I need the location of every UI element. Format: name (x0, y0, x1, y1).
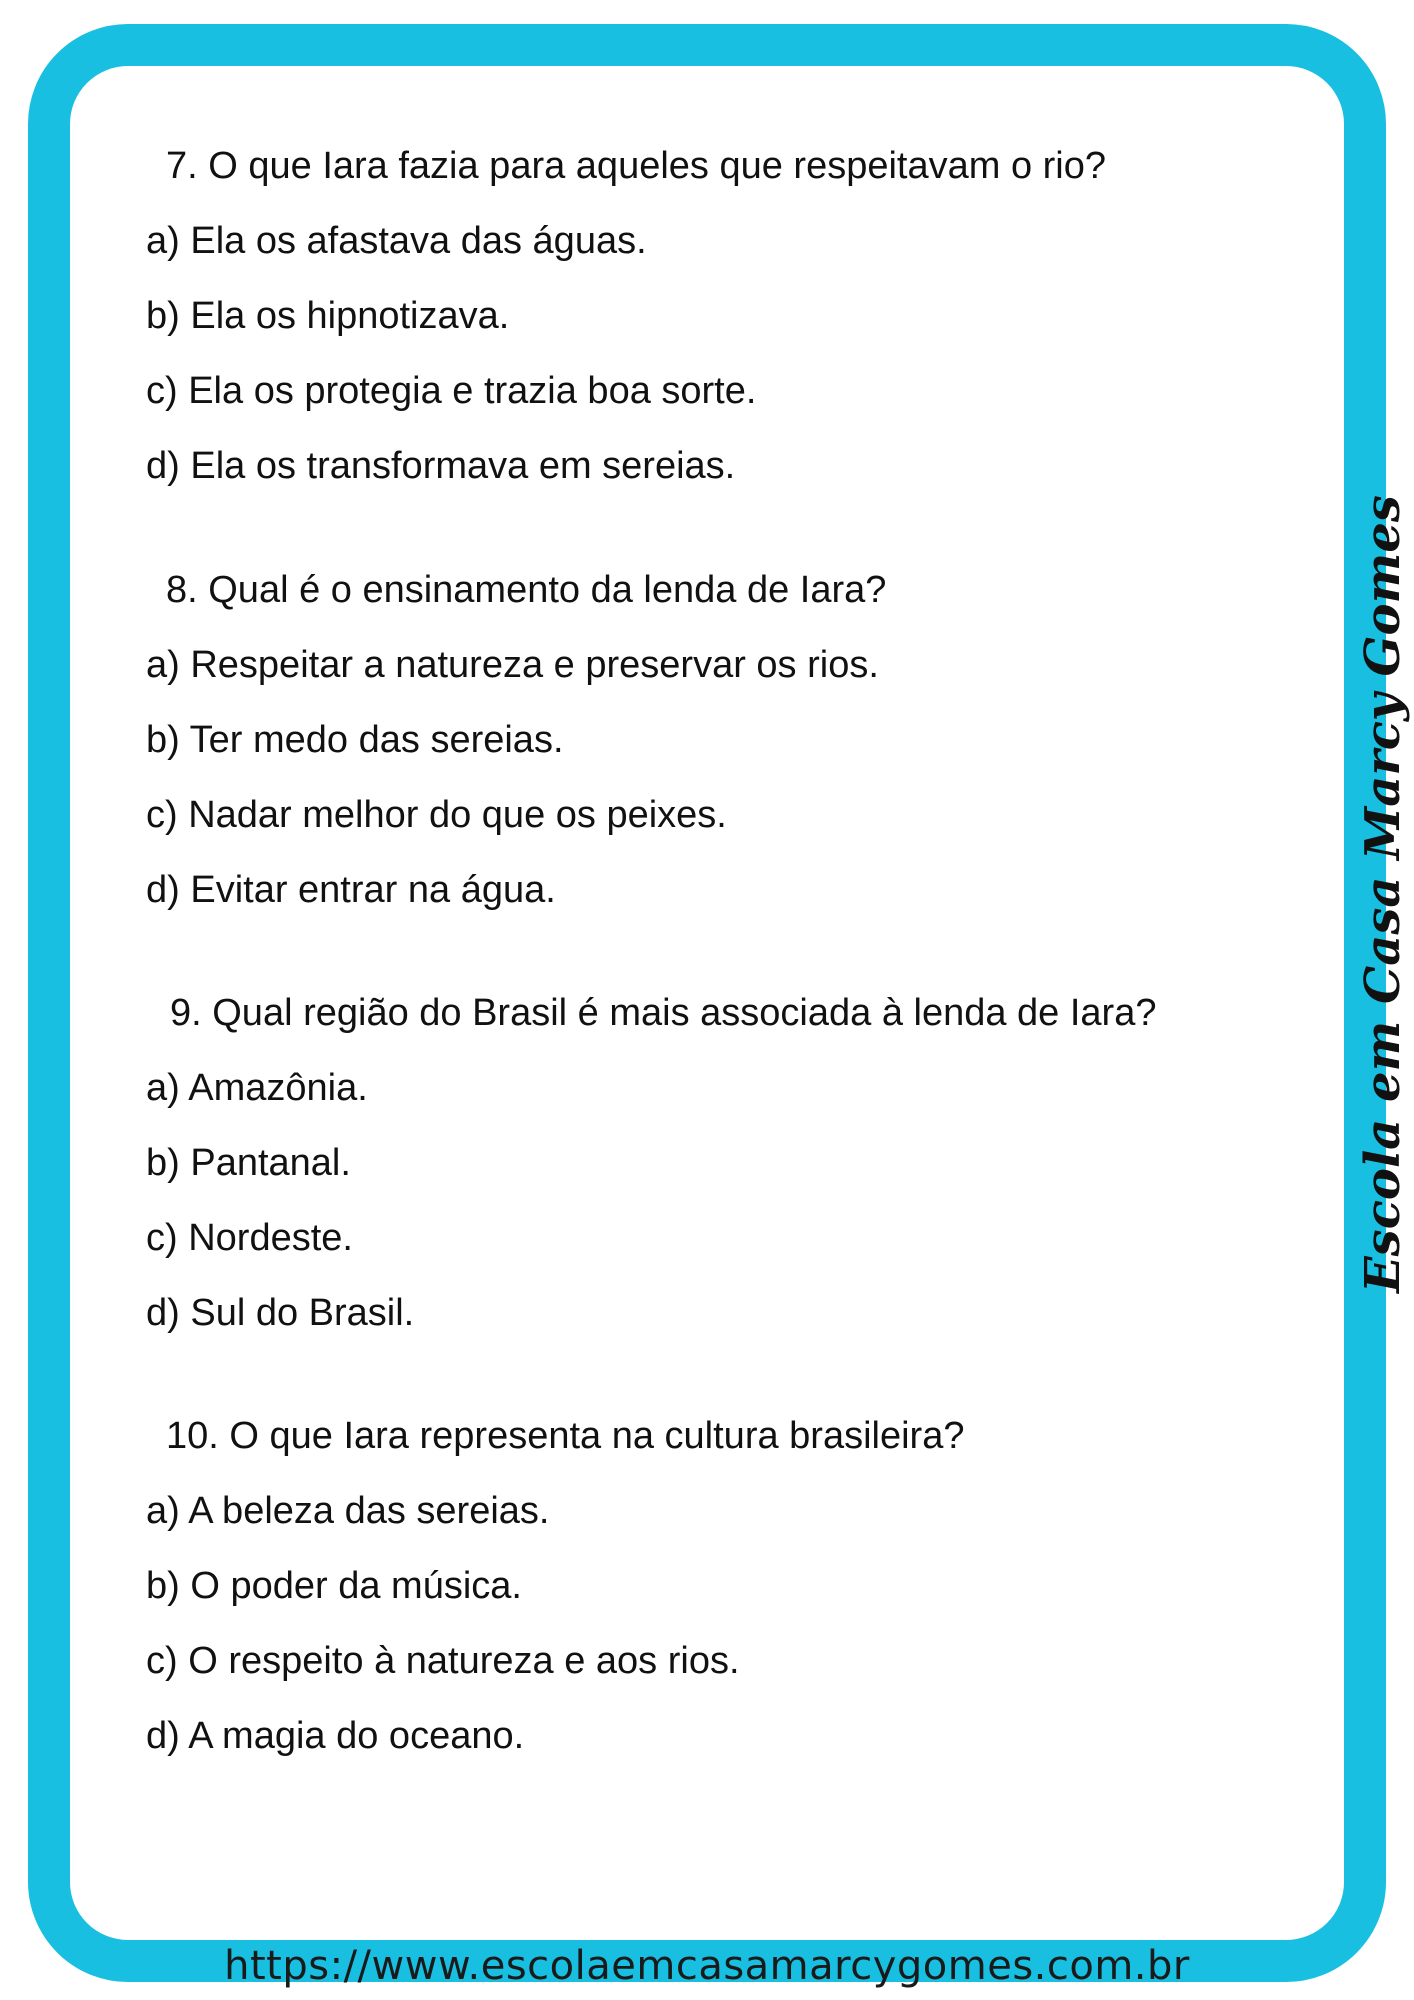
question-7-option-b: b) Ela os hipnotizava. (146, 295, 510, 337)
question-7-option-c: c) Ela os protegia e trazia boa sorte. (146, 370, 757, 412)
footer-url[interactable]: https://www.escolaemcasamarcygomes.com.br (224, 1943, 1190, 1989)
question-10-option-d: d) A magia do oceano. (146, 1715, 525, 1757)
watermark-text: Escola em Casa Marcy Gomes (1355, 495, 1411, 1293)
question-8-option-c: c) Nadar melhor do que os peixes. (146, 794, 727, 836)
question-9-option-b: b) Pantanal. (146, 1142, 351, 1184)
question-9-option-d: d) Sul do Brasil. (146, 1292, 415, 1334)
question-9-option-c: c) Nordeste. (146, 1217, 353, 1259)
question-10-option-a: a) A beleza das sereias. (146, 1490, 550, 1532)
question-9: 9. Qual região do Brasil é mais associada à lenda de Iara? (170, 992, 1157, 1034)
question-7-option-d: d) Ela os transformava em sereias. (146, 445, 736, 487)
question-10: 10. O que Iara representa na cultura brasileira? (166, 1415, 965, 1457)
question-8: 8. Qual é o ensinamento da lenda de Iara? (166, 569, 887, 611)
question-10-option-b: b) O poder da música. (146, 1565, 522, 1607)
question-8-option-a: a) Respeitar a natureza e preservar os rios. (146, 644, 879, 686)
question-10-option-c: c) O respeito à natureza e aos rios. (146, 1640, 740, 1682)
question-8-option-d: d) Evitar entrar na água. (146, 869, 556, 911)
question-9-option-a: a) Amazônia. (146, 1067, 368, 1109)
question-7-option-a: a) Ela os afastava das águas. (146, 220, 647, 262)
question-8-option-b: b) Ter medo das sereias. (146, 719, 564, 761)
question-7: 7. O que Iara fazia para aqueles que respeitavam o rio? (166, 145, 1107, 187)
